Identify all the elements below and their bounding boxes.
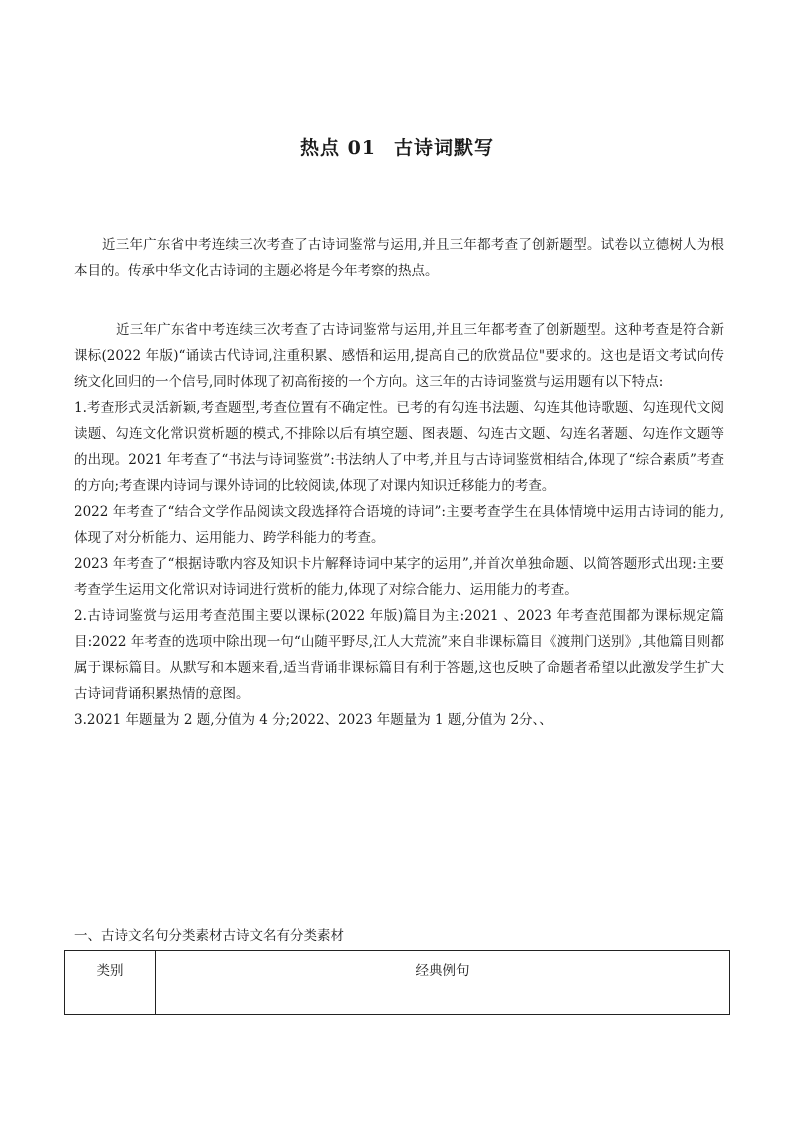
section-heading: 一、古诗文名句分类素材古诗文名有分类素材 <box>74 928 344 944</box>
year-2023-paragraph: 2023 年考查了“根据诗歌内容及知识卡片解释诗词中某字的运用”,并首次单独命题、以简答题形式出现:主要考查学生运用文化常识对诗词进行赏析的能力,体现了对综合能力、运用能力的考查。 <box>74 556 724 598</box>
year-2022-paragraph: 2022 年考查了“结合文学作品阅读文段选择符合语境的诗词”:主要考查学生在具体情境中运用古诗词的能力,体现了对分析能力、运用能力、跨学科能力的考查。 <box>74 504 724 546</box>
header-examples: 经典例句 <box>156 951 730 1015</box>
point-one-paragraph: 1.考查形式灵活新颖,考查题型,考查位置有不确定性。已考的有勾连书法题、勾连其他诗歌题、勾连现代文阅读题、勾连文化常识赏析题的模式,不排除以后有填空题、图表题、勾连古文题、勾连名著题、勾连作文题等的出现。2021 年考查了“书法与诗词鉴赏”:书法纳人了中考,并且与古诗词鉴赏相结合,体现了“综合素质”考查的方向;考查课内诗词与课外诗词的比较阅读,体现了对课内知识迁移能力的考查。 <box>74 400 724 494</box>
page-title <box>0 133 794 160</box>
point-two-paragraph: 2.古诗词鉴赏与运用考查范围主要以课标(2022 年版)篇目为主:2021 、2023 年考查范围都为课标规定篇目:2022 年考查的选项中除出现一句“山随平野尽,江人大荒流”来自非课标篇目《渡荆门送别》,其他篇目则都属于课标篇目。从默写和本题来看,适当背诵非课标篇目有利于答题,这也反映了命题者希望以此激发学生扩大古诗词背诵积累热情的意图。 <box>74 608 724 702</box>
header-category: 类别 <box>65 951 156 1015</box>
table-header-row <box>65 951 730 1015</box>
intro-paragraph: 近三年广东省中考连续三次考查了古诗词鉴常与运用,并且三年都考查了创新题型。试卷以立德树人为根本目的。传承中华文化古诗词的主题必将是今年考察的热点。 <box>74 237 724 279</box>
classification-table <box>64 950 730 1015</box>
point-three-paragraph: 3.2021 年题量为 2 题,分值为 4 分;2022、2023 年题量为 1 题,分值为 2分、、 <box>74 712 553 728</box>
title-number: 热点 01 <box>299 136 377 159</box>
analysis-paragraph: 近三年广东省中考连续三次考查了古诗词鉴常与运用,并且三年都考查了创新题型。这种考查是符合新课标(2022 年版)“诵读古代诗词,注重积累、感悟和运用,提高自己的欣赏品位"要求的。这也是语文考试向传统文化回归的一个信号,同时体现了初高衔接的一个方向。这三年的古诗词鉴赏与运用题有以下特点: <box>74 322 724 390</box>
analysis-block <box>74 317 724 733</box>
title-topic: 古诗词默写 <box>394 136 495 159</box>
